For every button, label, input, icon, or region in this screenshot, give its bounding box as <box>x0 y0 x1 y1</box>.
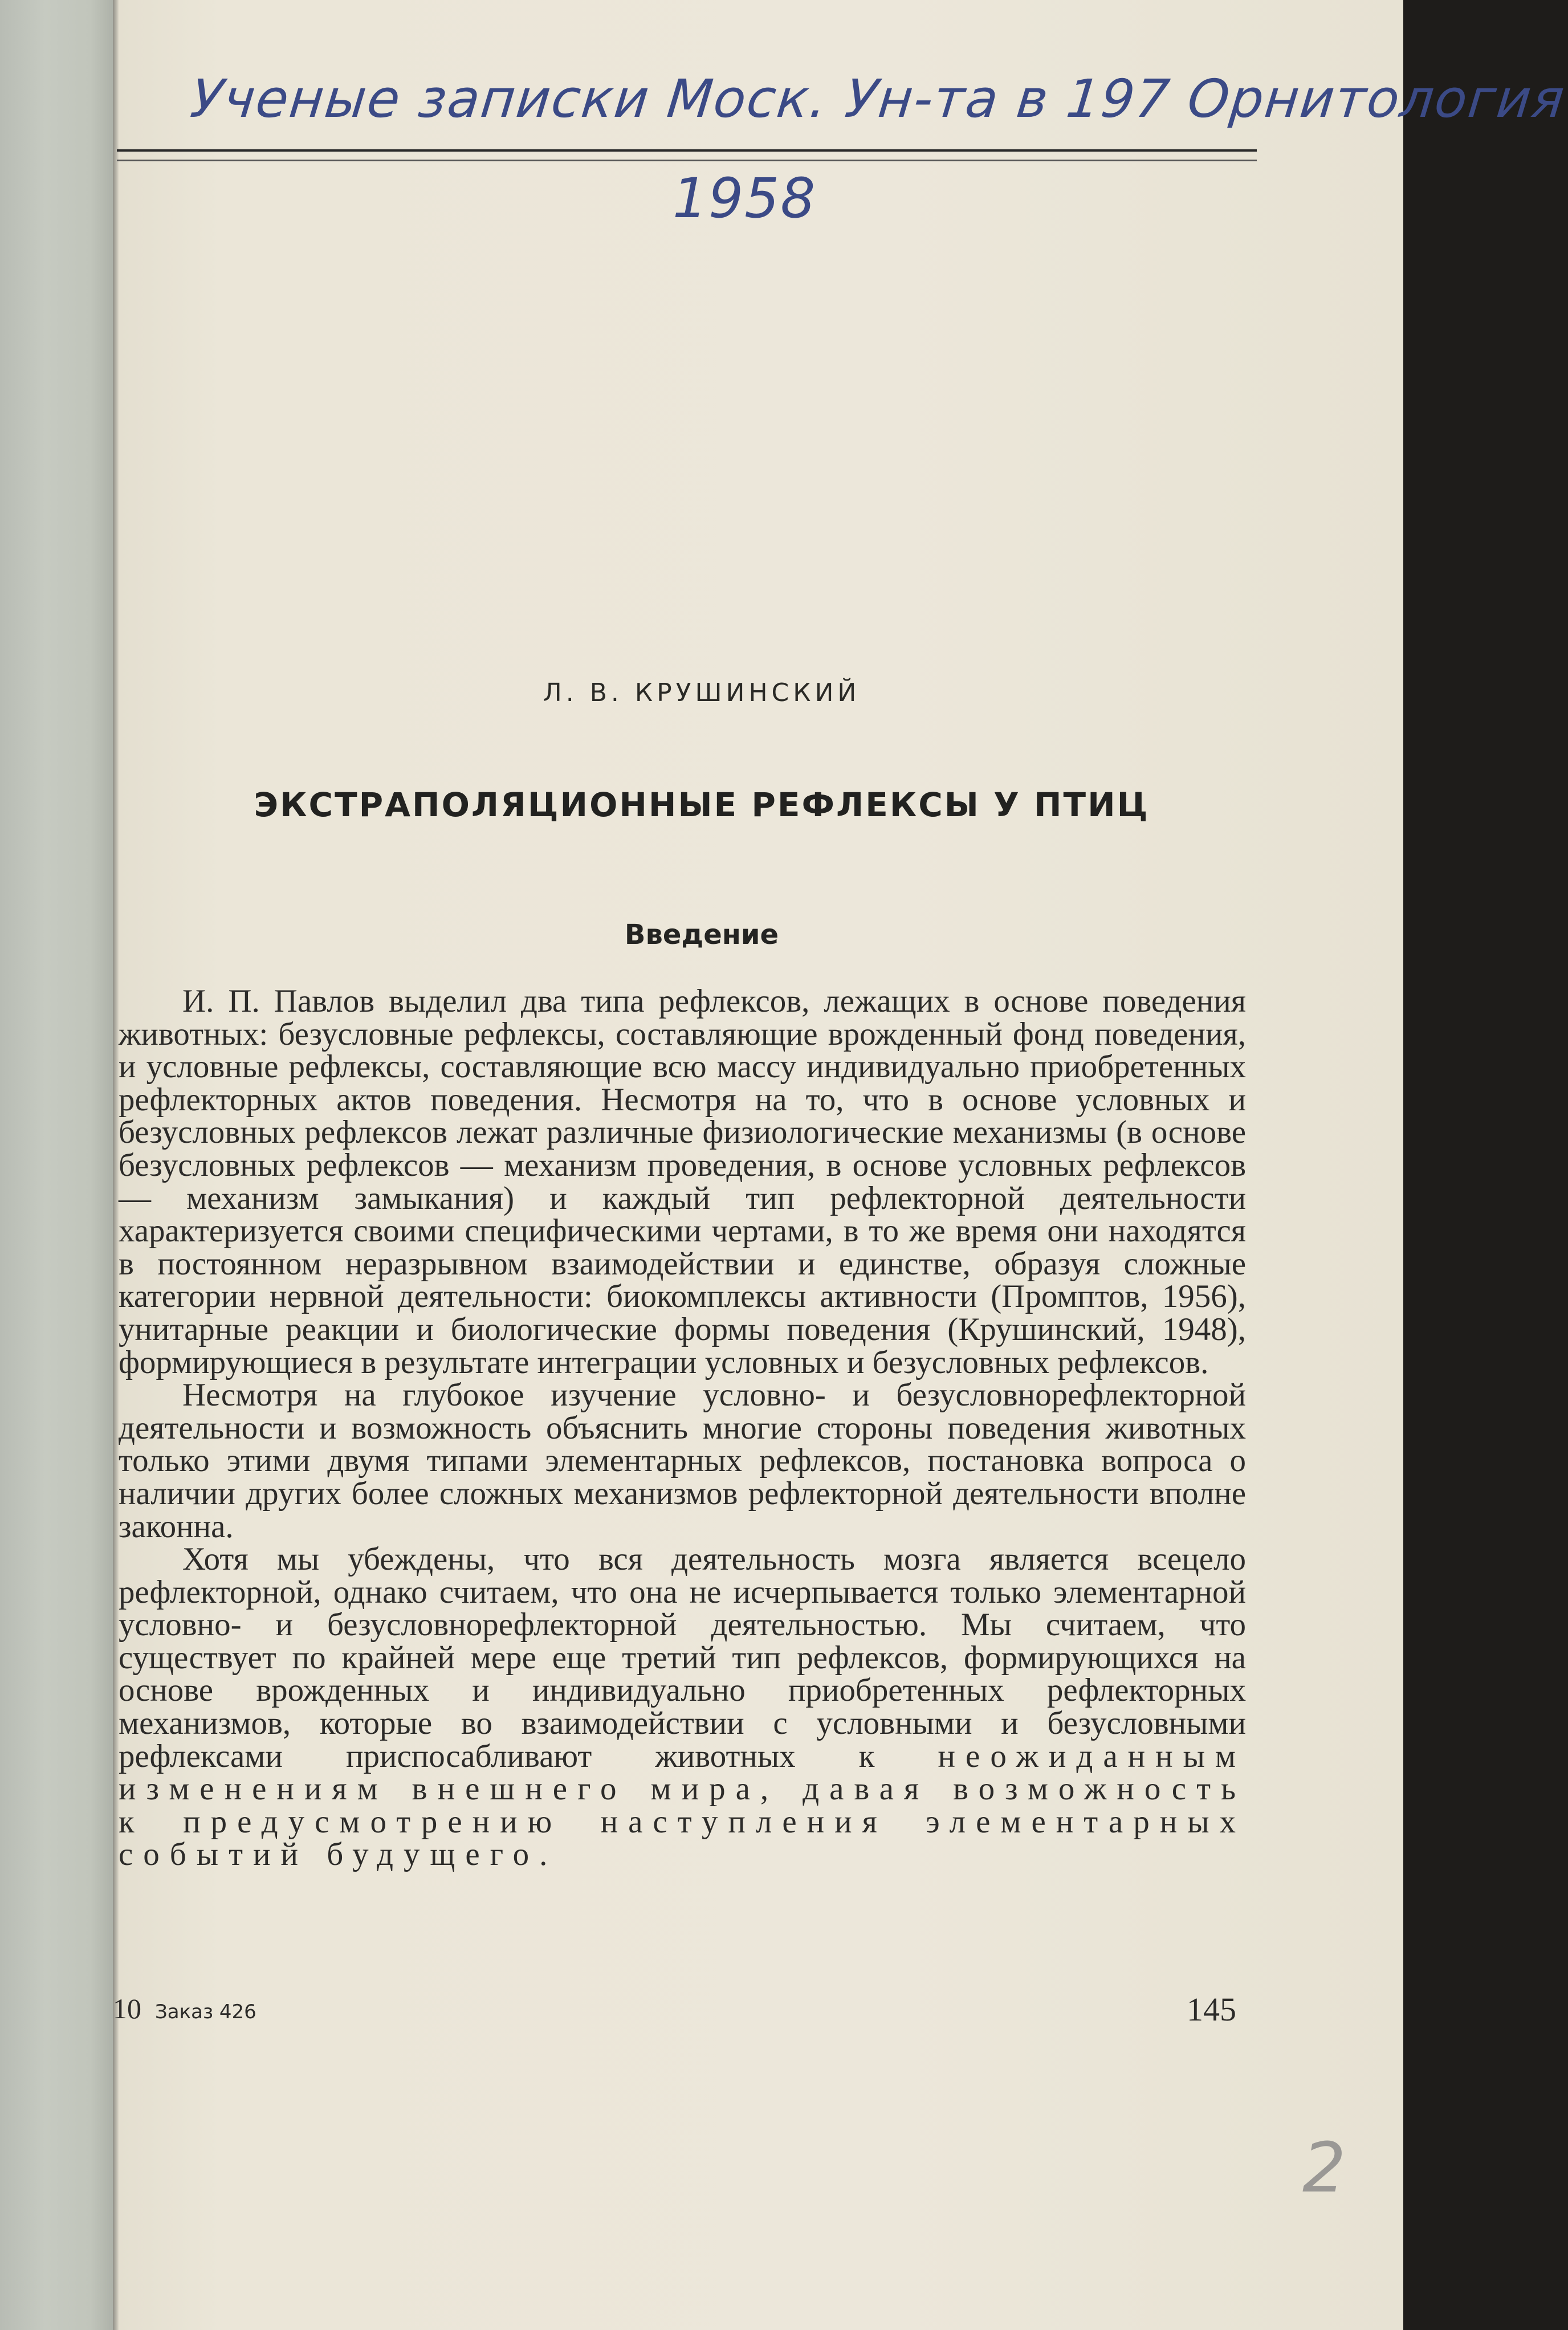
article-title: ЭКСТРАПОЛЯЦИОННЫЕ РЕФЛЕКСЫ У ПТИЦ <box>254 785 1150 824</box>
header-rule-thin <box>117 160 1257 161</box>
paragraph-1: И. П. Павлов выделил два типа рефлексов, лежащих в основе поведения животных: безусловные рефлексы, составляющие врожденный фонд поведения, и условные рефлексы, составляющие всю массу индивидуально приобретенных рефлекторных актов поведения. Несмотря на то, что в основе условных и безусловных рефлексов лежат различные физиологические механизмы (в основе безусловных рефлексов — механизм проведения, в основе условных рефлексов — механизм замыкания) и каждый тип рефлекторной деятельности характеризуется своими специфическими чертами, в то же время они находятся в постоянном неразрывном взаимодействии и единстве, образуя сложные категории нервной деятельности: биокомплексы активности (Промптов, 1956), унитарные реакции и биологические формы поведения (Крушинский, 1948), формирующиеся в результате интеграции условных и безусловных рефлексов. <box>119 983 1246 1380</box>
article-author: Л. В. КРУШИНСКИЙ <box>543 678 861 707</box>
handwritten-year: 1958 <box>673 166 817 230</box>
gutter-shadow <box>113 0 119 2330</box>
paragraph-2: Несмотря на глубокое изучение условно- и безусловнорефлекторной деятельности и возможность объяснить многие стороны поведения животных только этими двумя типами элементарных рефлексов, постановка вопроса о наличии других более сложных механизмов рефлекторной деятельности вполне законна. <box>119 1377 1246 1545</box>
header-rule <box>117 149 1257 152</box>
signature-number: 10 <box>113 1993 141 2025</box>
book-spine <box>0 0 113 2330</box>
paragraph-3-spaced-text: неожиданным изменениям внешнего мира, давая возможность к предусмотрению наступления элементарных событий будущего. <box>119 1738 1246 1873</box>
handwritten-annotation: Ученые записки Моск. Ун-та в 197 Орнитология <box>188 68 1568 129</box>
page-footer <box>113 1992 256 2025</box>
print-order: Заказ 426 <box>155 2001 256 2023</box>
article-body <box>119 985 1246 1871</box>
paragraph-3-text: Хотя мы убеждены, что вся деятельность мозга является всецело рефлекторной, однако считаем, что она не исчерпывается только элементарной условно- и безусловнорефлекторной деятельностью. Мы считаем, что существует по крайней мере еще третий тип рефлексов, формирующихся на основе врожденных и индивидуально приобретенных рефлекторных механизмов, которые во взаимодействии с условными и безусловными рефлексами приспосабливают животных к <box>119 1541 1246 1774</box>
section-heading: Введение <box>624 919 779 951</box>
pencil-mark: 2 <box>1302 2129 1346 2208</box>
page-number: 145 <box>1187 1991 1236 2028</box>
paragraph-3 <box>119 1543 1246 1871</box>
